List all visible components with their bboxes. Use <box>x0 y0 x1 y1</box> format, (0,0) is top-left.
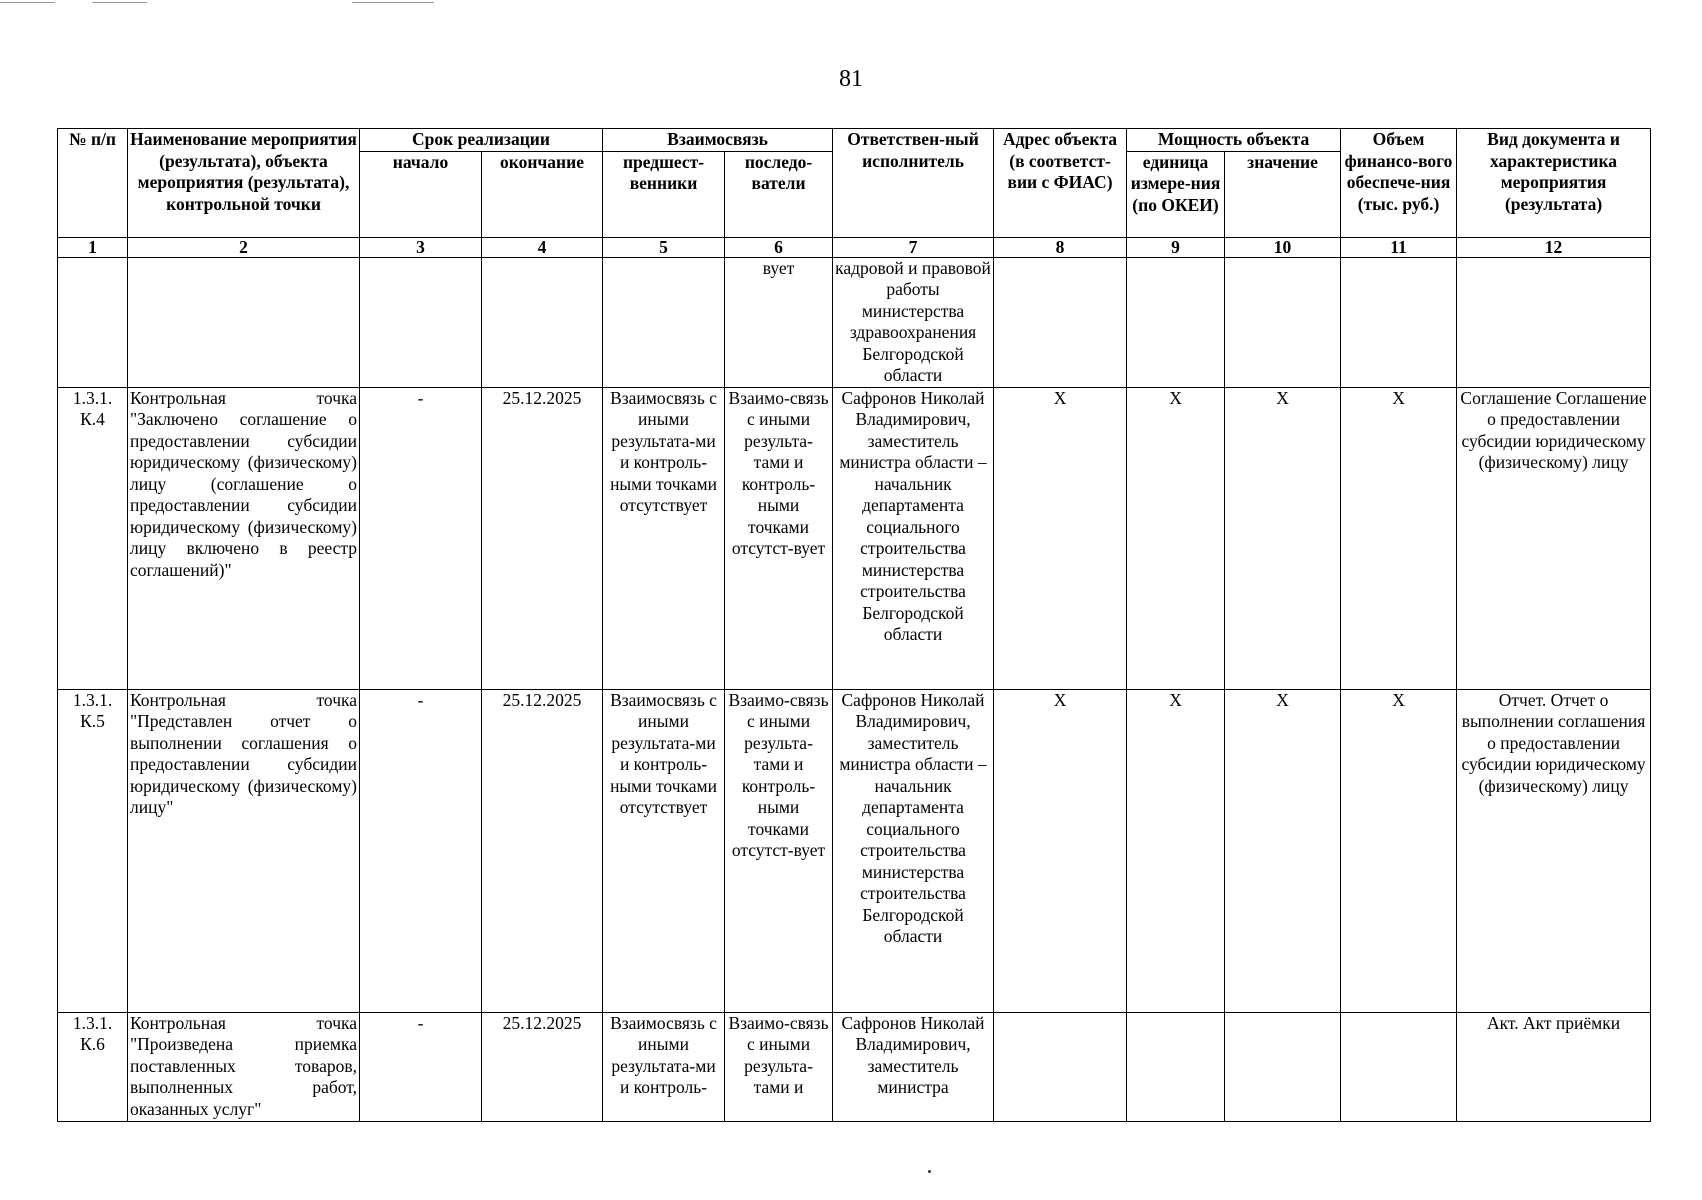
row-start: - <box>360 689 482 1012</box>
row-responsible: кадровой и правовой работы министерства здравоохранения Белгородской области <box>833 257 994 387</box>
scan-artifact-line <box>0 2 55 3</box>
scan-artifact-line <box>352 2 434 3</box>
row-successors: вует <box>725 257 833 387</box>
column-number: 10 <box>1225 237 1341 257</box>
row-successors: Взаимо-связь с иными результа-тами и контроль-ными точками отсутст-вует <box>725 689 833 1012</box>
column-number-row <box>58 237 1651 257</box>
column-number: 12 <box>1457 237 1651 257</box>
header-link: Взаимосвязь <box>603 129 833 152</box>
row-successors: Взаимо-связь с иными результа-тами и <box>725 1012 833 1121</box>
row-end: 25.12.2025 <box>482 1012 603 1121</box>
table-row <box>58 689 1651 1012</box>
row-funding <box>1341 1012 1457 1121</box>
row-predecessors: Взаимосвязь с иными результата-ми и контроль- <box>603 1012 725 1121</box>
row-num: 1.3.1. К.4 <box>58 387 128 689</box>
row-funding <box>1341 257 1457 387</box>
row-unit <box>1127 257 1225 387</box>
header-value: значение <box>1225 151 1341 237</box>
row-unit <box>1127 1012 1225 1121</box>
header-predecessors: предшест-венники <box>603 151 725 237</box>
page-number: 81 <box>839 66 863 92</box>
row-responsible: Сафронов Николай Владимирович, заместитель министра области – начальник департамента социального строительства министерства строительства Белгородской области <box>833 689 994 1012</box>
header-responsible: Ответствен-ный исполнитель <box>833 129 994 238</box>
table-row <box>58 387 1651 689</box>
row-start <box>360 257 482 387</box>
row-responsible: Сафронов Николай Владимирович, заместитель министра области – начальник департамента социального строительства министерства строительства Белгородской области <box>833 387 994 689</box>
header-name: Наименование мероприятия (результата), объекта мероприятия (результата), контрольной точки <box>128 129 360 238</box>
row-value <box>1225 257 1341 387</box>
row-name: Контрольная точка "Произведена приемка поставленных товаров, выполненных работ, оказанных услуг" <box>128 1012 360 1121</box>
header-unit: единица измере-ния (по ОКЕИ) <box>1127 151 1225 237</box>
row-num <box>58 257 128 387</box>
column-number: 8 <box>994 237 1127 257</box>
header-period: Срок реализации <box>360 129 603 152</box>
row-unit: X <box>1127 387 1225 689</box>
header-funding: Объем финансо-вого обеспече-ния (тыс. руб.) <box>1341 129 1457 238</box>
row-name <box>128 257 360 387</box>
scan-artifact-line <box>92 2 147 3</box>
header-successors: последо-ватели <box>725 151 833 237</box>
header-num: № п/п <box>58 129 128 238</box>
row-num: 1.3.1. К.6 <box>58 1012 128 1121</box>
row-predecessors <box>603 257 725 387</box>
row-name: Контрольная точка "Заключено соглашение о предоставлении субсидии юридическому (физическому) лицу (соглашение о предоставлении субсидии юридическому (физическому) лицу включено в реестр соглашений)" <box>128 387 360 689</box>
column-number: 6 <box>725 237 833 257</box>
row-funding: X <box>1341 387 1457 689</box>
row-unit: X <box>1127 689 1225 1012</box>
row-predecessors: Взаимосвязь с иными результата-ми и контроль-ными точками отсутствует <box>603 387 725 689</box>
row-doc: Соглашение Соглашение о предоставлении субсидии юридическому (физическому) лицу <box>1457 387 1651 689</box>
column-number: 5 <box>603 237 725 257</box>
column-number: 11 <box>1341 237 1457 257</box>
row-num: 1.3.1. К.5 <box>58 689 128 1012</box>
header-end: окончание <box>482 151 603 237</box>
table-row <box>58 257 1651 387</box>
row-start: - <box>360 1012 482 1121</box>
row-responsible: Сафронов Николай Владимирович, заместитель министра <box>833 1012 994 1121</box>
row-start: - <box>360 387 482 689</box>
row-predecessors: Взаимосвязь с иными результата-ми и контроль-ными точками отсутствует <box>603 689 725 1012</box>
table-row <box>58 1012 1651 1121</box>
row-doc <box>1457 257 1651 387</box>
row-end <box>482 257 603 387</box>
header-capacity: Мощность объекта <box>1127 129 1341 152</box>
row-doc: Отчет. Отчет о выполнении соглашения о предоставлении субсидии юридическому (физическому) лицу <box>1457 689 1651 1012</box>
column-number: 4 <box>482 237 603 257</box>
table-header <box>58 129 1651 238</box>
row-end: 25.12.2025 <box>482 689 603 1012</box>
row-value <box>1225 1012 1341 1121</box>
row-value: X <box>1225 387 1341 689</box>
row-name: Контрольная точка "Представлен отчет о выполнении соглашения о предоставлении субсидии юридическому (физическому) лицу" <box>128 689 360 1012</box>
row-end: 25.12.2025 <box>482 387 603 689</box>
column-number: 9 <box>1127 237 1225 257</box>
row-successors: Взаимо-связь с иными результа-тами и контроль-ными точками отсутст-вует <box>725 387 833 689</box>
row-doc: Акт. Акт приёмки <box>1457 1012 1651 1121</box>
row-address <box>994 1012 1127 1121</box>
activities-table <box>57 128 1651 1122</box>
row-funding: X <box>1341 689 1457 1012</box>
header-doc-type: Вид документа и характеристика мероприятия (результата) <box>1457 129 1651 238</box>
column-number: 3 <box>360 237 482 257</box>
row-address: X <box>994 387 1127 689</box>
scan-speck <box>928 1170 931 1173</box>
column-number: 2 <box>128 237 360 257</box>
row-address: X <box>994 689 1127 1012</box>
header-start: начало <box>360 151 482 237</box>
header-address: Адрес объекта (в соответст-вии с ФИАС) <box>994 129 1127 238</box>
column-number: 7 <box>833 237 994 257</box>
column-number: 1 <box>58 237 128 257</box>
row-address <box>994 257 1127 387</box>
row-value: X <box>1225 689 1341 1012</box>
